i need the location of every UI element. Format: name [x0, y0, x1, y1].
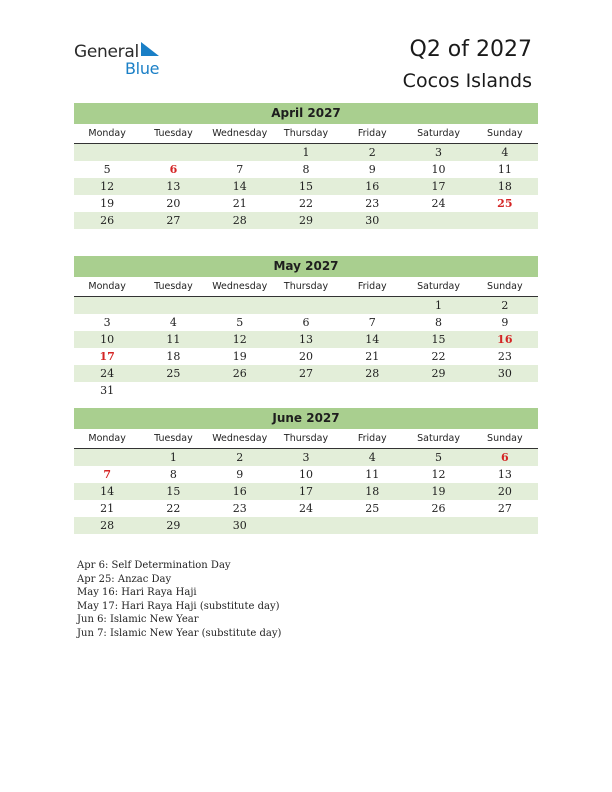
- day-cell: 26: [232, 367, 247, 380]
- day-cell: 30: [497, 367, 512, 380]
- day-cell: 4: [169, 316, 177, 329]
- day-cell: 31: [100, 384, 115, 397]
- day-cell: 6: [501, 451, 509, 464]
- week-row: [74, 517, 538, 534]
- day-cell: 30: [365, 214, 380, 227]
- weekday-label: Tuesday: [154, 433, 193, 444]
- day-cell: 2: [368, 146, 376, 159]
- day-cell: 22: [298, 197, 313, 210]
- day-cell: [472, 382, 538, 399]
- day-cell: 18: [497, 180, 512, 193]
- weekday-label: Thursday: [283, 281, 329, 292]
- weekday-label: Friday: [357, 433, 387, 444]
- day-cell: 22: [166, 502, 181, 515]
- day-cell: 23: [232, 502, 247, 515]
- day-cell: 2: [236, 451, 244, 464]
- day-cell: [207, 297, 273, 314]
- weekday-label: Saturday: [417, 128, 460, 139]
- holiday-note: Jun 6: Islamic New Year: [77, 614, 199, 625]
- day-cell: 21: [232, 197, 247, 210]
- day-cell: 1: [302, 146, 310, 159]
- weekday-label: Wednesday: [212, 128, 268, 139]
- day-cell: 18: [166, 350, 181, 363]
- week-row: [74, 500, 538, 517]
- day-cell: 20: [166, 197, 181, 210]
- day-cell: 30: [232, 519, 247, 532]
- day-cell: 16: [497, 333, 513, 346]
- day-cell: 13: [497, 468, 512, 481]
- day-cell: 25: [497, 197, 513, 210]
- day-cell: [472, 212, 538, 229]
- day-cell: 9: [368, 163, 376, 176]
- day-cell: 24: [298, 502, 313, 515]
- day-cell: 25: [166, 367, 181, 380]
- day-cell: 1: [435, 299, 443, 312]
- weekday-label: Friday: [357, 281, 387, 292]
- day-cell: 15: [166, 485, 181, 498]
- weekday-header-row: [74, 429, 538, 449]
- day-cell: 28: [365, 367, 380, 380]
- day-cell: 8: [435, 316, 443, 329]
- day-cell: 29: [166, 519, 181, 532]
- week-row: [74, 144, 538, 161]
- day-cell: 14: [100, 485, 115, 498]
- day-cell: [140, 382, 206, 399]
- weekday-label: Friday: [357, 128, 387, 139]
- week-row: [74, 314, 538, 331]
- day-cell: 29: [298, 214, 313, 227]
- day-cell: 12: [431, 468, 446, 481]
- month-may: [74, 256, 538, 399]
- day-cell: 15: [431, 333, 446, 346]
- day-cell: 29: [431, 367, 446, 380]
- week-row: [74, 365, 538, 382]
- day-cell: 14: [365, 333, 380, 346]
- day-cell: [74, 144, 140, 161]
- day-cell: 20: [497, 485, 512, 498]
- day-cell: 23: [365, 197, 380, 210]
- week-row: [74, 297, 538, 314]
- day-cell: 17: [298, 485, 313, 498]
- month-june: [74, 408, 538, 534]
- day-cell: 4: [368, 451, 376, 464]
- day-cell: 19: [232, 350, 247, 363]
- day-cell: 13: [166, 180, 181, 193]
- day-cell: 16: [365, 180, 380, 193]
- day-cell: 1: [169, 451, 177, 464]
- weekday-label: Saturday: [417, 433, 460, 444]
- weekday-label: Wednesday: [212, 281, 268, 292]
- weekday-label: Tuesday: [154, 281, 193, 292]
- day-cell: 20: [298, 350, 313, 363]
- day-cell: 26: [431, 502, 446, 515]
- month-title: April 2027: [74, 103, 538, 124]
- holiday-notes: [77, 559, 281, 640]
- quarter-title: Q2 of 2027: [409, 37, 532, 62]
- weekday-label: Monday: [88, 433, 126, 444]
- day-cell: 17: [431, 180, 446, 193]
- weekday-label: Wednesday: [212, 433, 268, 444]
- day-cell: [74, 297, 140, 314]
- month-title: June 2027: [74, 408, 538, 429]
- day-cell: 12: [232, 333, 247, 346]
- day-cell: 15: [298, 180, 313, 193]
- week-row: [74, 483, 538, 500]
- day-cell: 16: [232, 485, 247, 498]
- day-cell: 6: [302, 316, 310, 329]
- day-cell: [405, 382, 471, 399]
- month-title: May 2027: [74, 256, 538, 277]
- logo-text-blue: Blue: [125, 59, 160, 78]
- day-cell: 7: [103, 468, 111, 481]
- day-cell: [339, 382, 405, 399]
- day-cell: 23: [497, 350, 512, 363]
- country-title: Cocos Islands: [402, 70, 532, 92]
- day-cell: 27: [166, 214, 181, 227]
- day-cell: [273, 517, 339, 534]
- day-cell: 9: [501, 316, 509, 329]
- weekday-label: Monday: [88, 281, 126, 292]
- holiday-note: May 16: Hari Raya Haji: [77, 587, 197, 598]
- day-cell: 10: [100, 333, 115, 346]
- day-cell: 4: [501, 146, 509, 159]
- weekday-label: Monday: [88, 128, 126, 139]
- month-april: [74, 103, 538, 229]
- day-cell: 5: [435, 451, 443, 464]
- day-cell: 28: [232, 214, 247, 227]
- day-cell: 5: [236, 316, 244, 329]
- day-cell: [405, 517, 471, 534]
- day-cell: 7: [368, 316, 376, 329]
- day-cell: 27: [497, 502, 512, 515]
- day-cell: 12: [100, 180, 115, 193]
- day-cell: [140, 297, 206, 314]
- weekday-label: Sunday: [487, 281, 523, 292]
- day-cell: 22: [431, 350, 446, 363]
- week-row: [74, 382, 538, 399]
- weekday-label: Thursday: [283, 128, 329, 139]
- day-cell: [207, 382, 273, 399]
- day-cell: 13: [298, 333, 313, 346]
- day-cell: [405, 212, 471, 229]
- day-cell: 18: [365, 485, 380, 498]
- weekday-label: Thursday: [283, 433, 329, 444]
- holiday-note: Jun 7: Islamic New Year (substitute day): [77, 627, 282, 639]
- day-cell: [74, 449, 140, 466]
- day-cell: 17: [99, 350, 115, 363]
- day-cell: 11: [166, 333, 181, 346]
- weekday-label: Saturday: [417, 281, 460, 292]
- day-cell: 2: [501, 299, 509, 312]
- day-cell: [339, 517, 405, 534]
- day-cell: 24: [100, 367, 115, 380]
- day-cell: 21: [100, 502, 115, 515]
- day-cell: 5: [103, 163, 111, 176]
- week-row: [74, 466, 538, 483]
- day-cell: [472, 517, 538, 534]
- day-cell: 7: [236, 163, 244, 176]
- generalblue-logo: [74, 42, 174, 78]
- week-row: [74, 449, 538, 466]
- day-cell: 24: [431, 197, 446, 210]
- day-cell: 27: [298, 367, 313, 380]
- week-row: [74, 161, 538, 178]
- day-cell: 28: [100, 519, 115, 532]
- day-cell: 11: [497, 163, 512, 176]
- logo-text-general: General: [74, 42, 139, 62]
- day-cell: 19: [431, 485, 446, 498]
- weekday-label: Sunday: [487, 433, 523, 444]
- day-cell: [207, 144, 273, 161]
- week-row: [74, 178, 538, 195]
- week-row: [74, 212, 538, 229]
- day-cell: [273, 382, 339, 399]
- day-cell: [339, 297, 405, 314]
- day-cell: [140, 144, 206, 161]
- day-cell: 10: [298, 468, 313, 481]
- day-cell: 10: [431, 163, 446, 176]
- day-cell: 9: [236, 468, 244, 481]
- day-cell: 26: [100, 214, 115, 227]
- day-cell: 21: [365, 350, 380, 363]
- day-cell: 11: [365, 468, 380, 481]
- weekday-label: Tuesday: [154, 128, 193, 139]
- weekday-header-row: [74, 277, 538, 297]
- day-cell: 3: [103, 316, 111, 329]
- day-cell: 19: [100, 197, 115, 210]
- day-cell: 6: [169, 163, 178, 176]
- week-row: [74, 195, 538, 212]
- week-row: [74, 331, 538, 348]
- day-cell: [273, 297, 339, 314]
- week-row: [74, 348, 538, 365]
- weekday-header-row: [74, 124, 538, 144]
- day-cell: 3: [435, 146, 443, 159]
- logo-triangle-icon: [141, 42, 163, 60]
- day-cell: 8: [302, 163, 310, 176]
- holiday-note: May 17: Hari Raya Haji (substitute day): [77, 600, 280, 612]
- weekday-label: Sunday: [487, 128, 523, 139]
- holiday-note: Apr 25: Anzac Day: [77, 573, 172, 585]
- day-cell: 3: [302, 451, 310, 464]
- day-cell: 25: [365, 502, 380, 515]
- day-cell: 14: [232, 180, 247, 193]
- holiday-note: Apr 6: Self Determination Day: [77, 560, 231, 571]
- day-cell: 8: [169, 468, 177, 481]
